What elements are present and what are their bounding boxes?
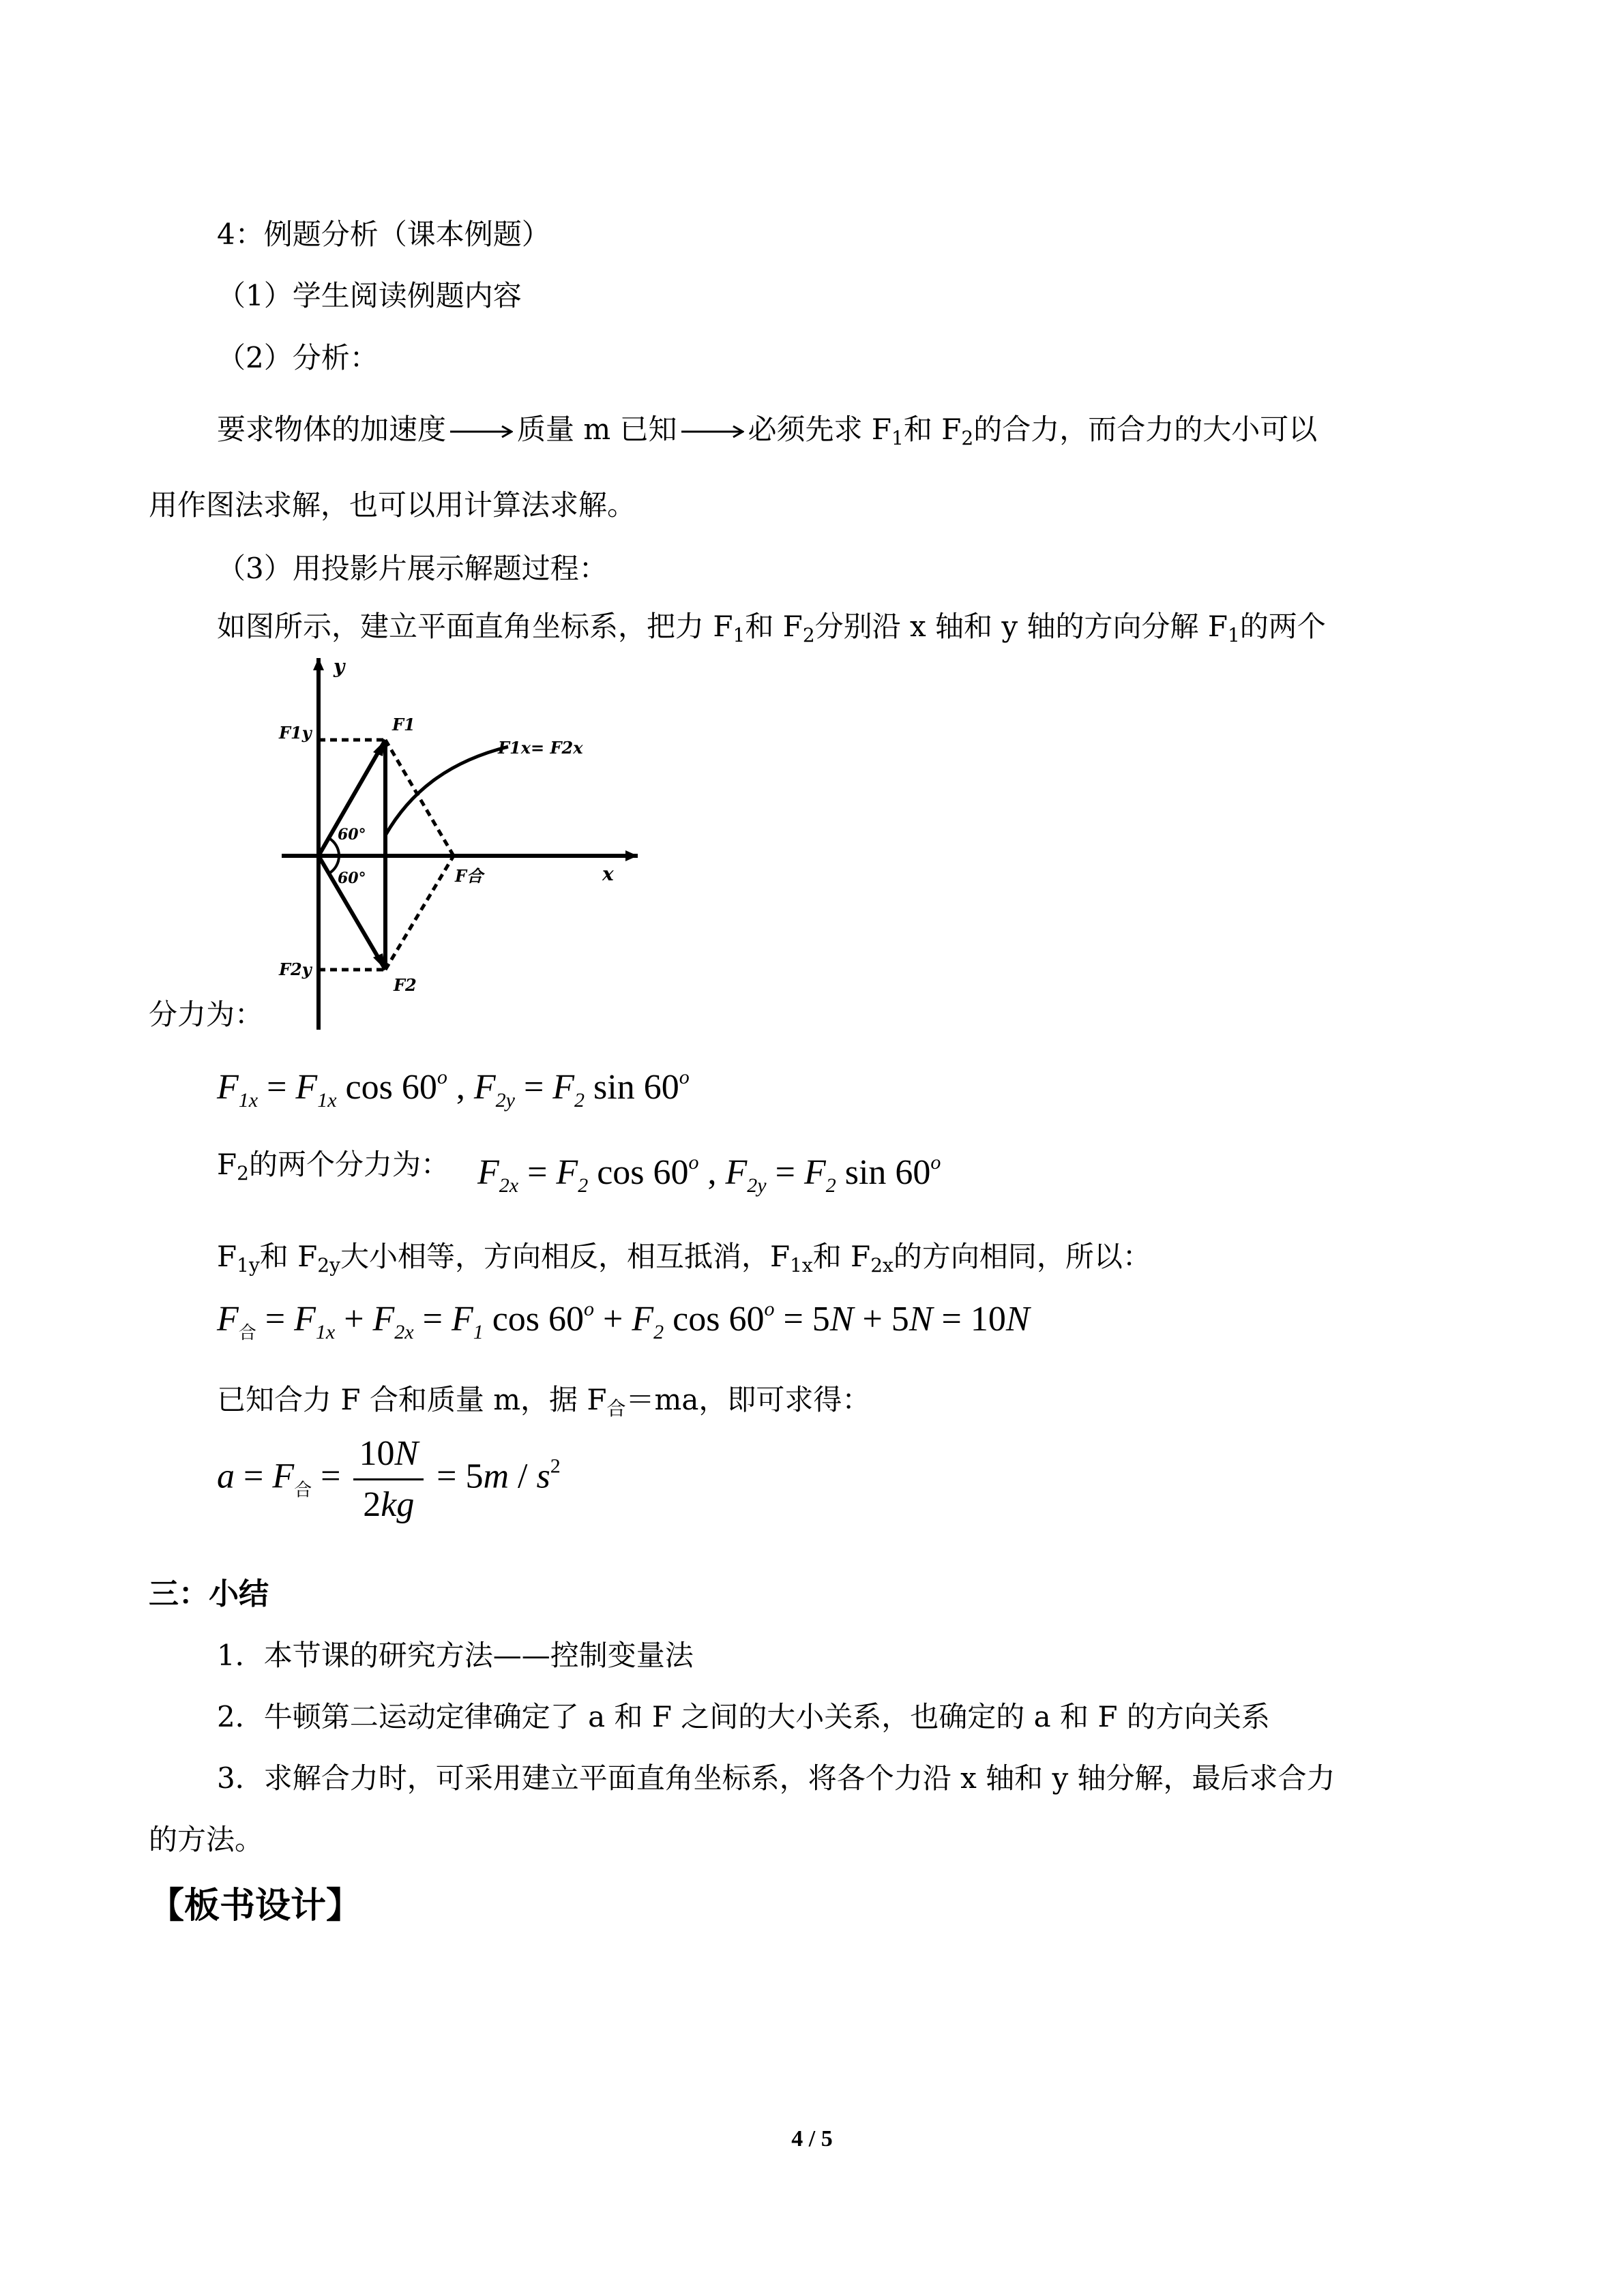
summary-heading: 三：小结 — [149, 1577, 269, 1611]
x-axis-arrow — [625, 850, 638, 861]
step-1: （1）学生阅读例题内容 — [217, 279, 522, 312]
page-number: 4 / 5 — [791, 2126, 833, 2151]
analysis-line-1: 要求物体的加速度 质量 m 已知 必须先求 $F_1$和 $F_2$的合力，而合力的大小可以 — [217, 413, 1318, 449]
summary-item-3-cont: 的方法。 — [149, 1823, 264, 1856]
known-line: 已知合力 F 合和质量 m，据 $F_合=ma$，即可求得： — [217, 1383, 871, 1420]
pointer-curve — [385, 747, 508, 835]
y-axis-arrow — [313, 658, 324, 670]
summary-item-3: 3．求解合力时，可采用建立平面直角坐标系，将各个力沿 x 轴和 y 轴分解，最后求合力 — [217, 1761, 1335, 1795]
label-f2: F2 — [394, 975, 417, 995]
intro-line: 如图所示，建立平面直角坐标系，把力 $F_1$和 $F_2$分别沿 x 轴和 y 轴的方向分解 $F_1$的两个 — [217, 610, 1326, 646]
label-f1x-eq: F1x= F2x — [498, 738, 583, 758]
label-y: y — [334, 655, 345, 678]
parallelogram-top — [385, 740, 454, 856]
equation-f2-components: $F_{2x} = F_2$ cos 60$^o$ , $F_{2y} = F_2$ sin 60$^o$ — [477, 1151, 941, 1197]
equation-resultant: $F_合 = F_{1x} + F_{2x} = F_1$ $\cos 60^o + F_2$ $\cos 60^o = 5N + 5N = 10N$ — [217, 1298, 1030, 1343]
label-angle-top: 60° — [338, 826, 366, 844]
equation-acceleration: $a = F_合$ = $\frac{10N}{2kg}$ = $5m / s^2$ — [217, 1432, 561, 1527]
parallelogram-bottom — [385, 856, 454, 970]
section-heading: 4：例题分析（课本例题） — [217, 218, 550, 251]
f2-intro: $F_2$的两个分力为： — [217, 1148, 449, 1184]
label-f1y: F1y — [279, 723, 312, 743]
label-f1: F1 — [392, 715, 415, 734]
arrow-right-icon — [681, 425, 744, 438]
label-f2y: F2y — [279, 959, 312, 979]
intro-end: 分力为： — [149, 998, 264, 1031]
label-x: x — [602, 863, 614, 885]
arrow-right-icon — [450, 425, 513, 438]
step-3: （3）用投影片展示解题过程： — [217, 552, 608, 585]
board-design-heading: 【板书设计】 — [149, 1885, 362, 1926]
analysis-line-2: 用作图法求解，也可以用计算法求解。 — [149, 488, 636, 522]
label-fhe: F合 — [455, 866, 484, 886]
label-angle-bottom: 60° — [338, 869, 366, 887]
cancel-line: $F_{1y}$和 $F_{2y}$大小相等，方向相反，相互抵消，$F_{1x}$和 $F_{2x}$的方向相同，所以： — [217, 1240, 1151, 1277]
summary-item-2: 2．牛顿第二运动定律确定了 a 和 F 之间的大小关系，也确定的 a 和 F 的方向关系 — [217, 1700, 1270, 1733]
equation-f1-components: $F_{1x} = F_{1x}$ cos 60$^o$ , $F_{2y} = F_2$ sin 60$^o$ — [217, 1066, 690, 1112]
step-2: （2）分析： — [217, 341, 379, 374]
summary-item-1: 1．本节课的研究方法——控制变量法 — [217, 1639, 694, 1672]
force-decomposition-diagram — [276, 651, 658, 1033]
